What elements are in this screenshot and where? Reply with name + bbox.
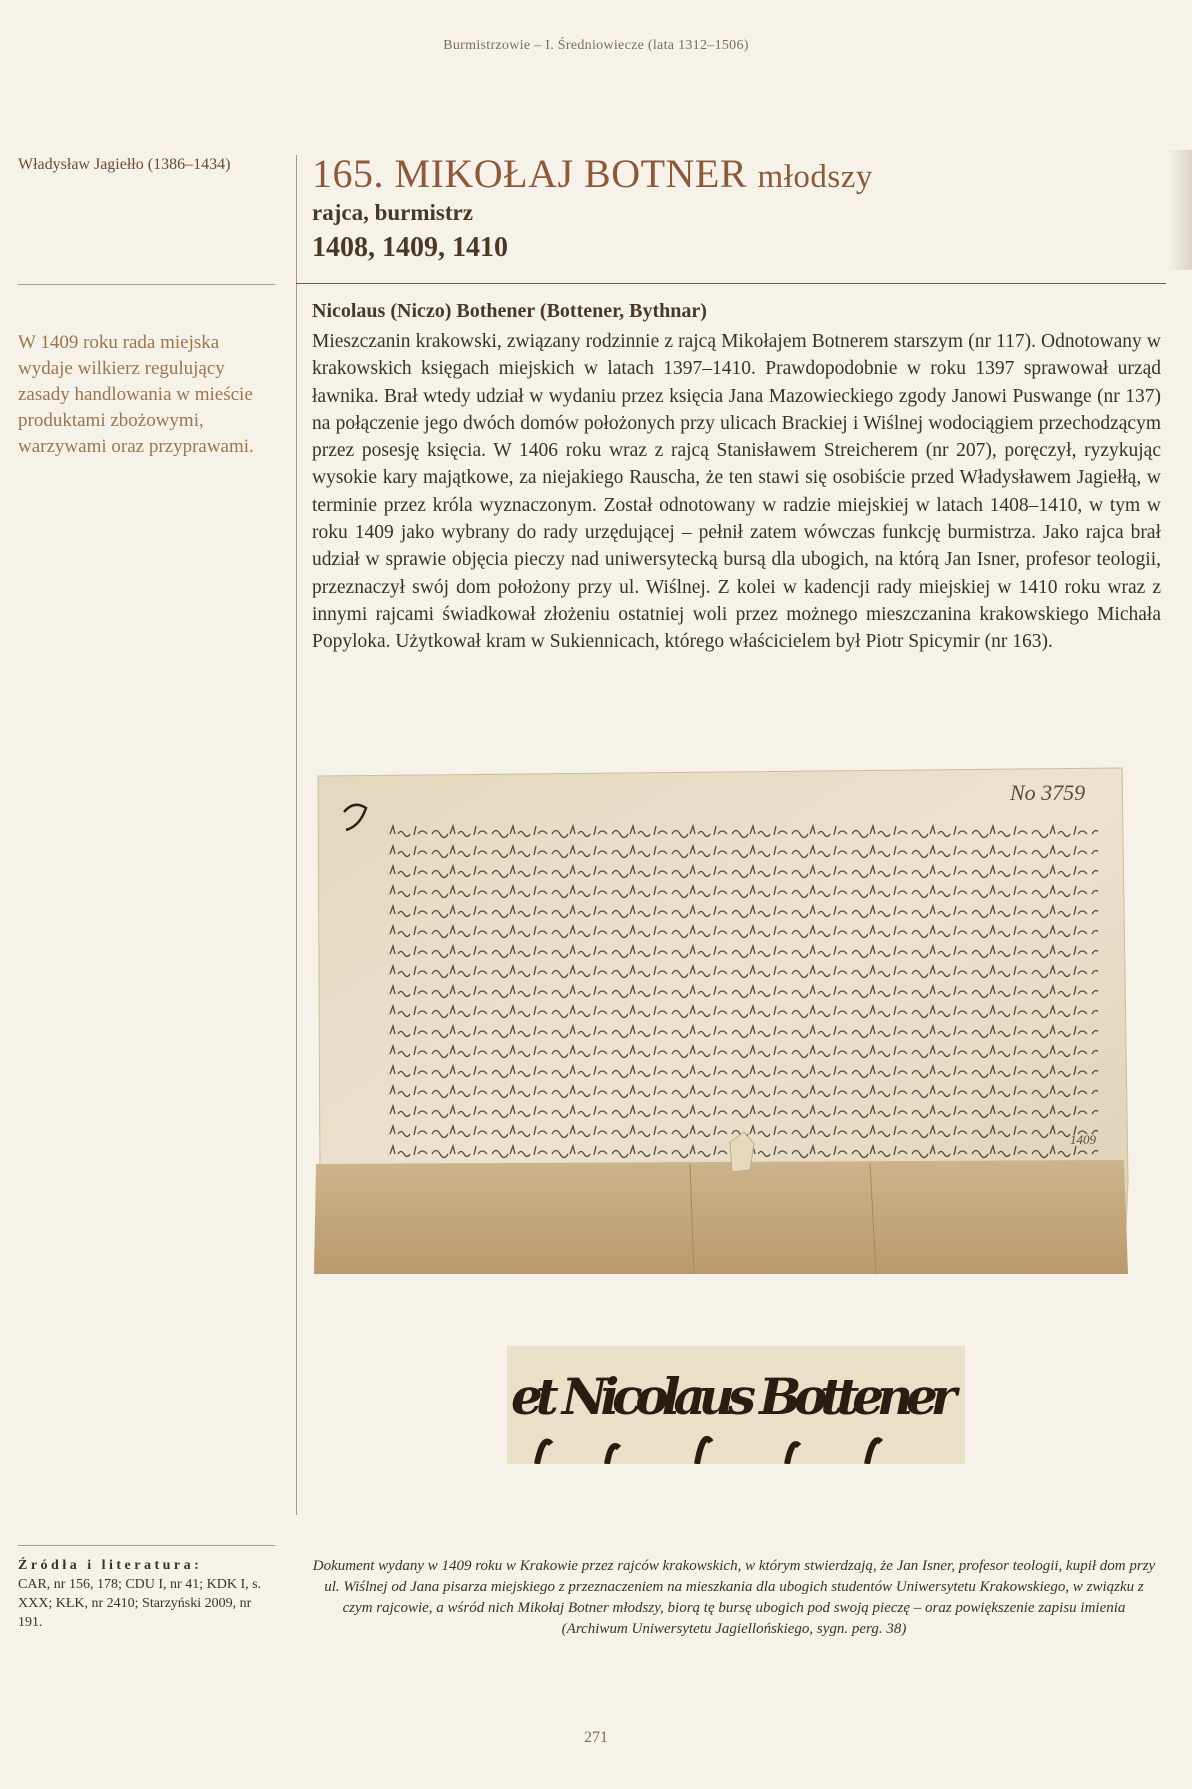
sidebar-note: W 1409 roku rada miejska wydaje wilkierz regulujący zasady handlowania w mieście produktami zbożowymi, warzywami oraz przyprawami.: [18, 332, 254, 457]
name-detail-text: et Nicolaus Bottener: [511, 1367, 958, 1426]
sources-text: CAR, nr 156, 178; CDU I, nr 41; KDK I, s. XXX; KŁK, nr 2410; Starzyński 2009, nr 191.: [18, 1577, 262, 1630]
sidebar-reign: Władysław Jagiełło (1386–1434): [18, 156, 231, 173]
column-divider: [296, 155, 297, 1515]
running-head: Burmistrzowie – I. Średniowiecze (lata 1312–1506): [443, 38, 749, 53]
page-number: 271: [584, 1729, 608, 1746]
header-divider: [296, 283, 1166, 284]
page-edge-shadow: [1168, 150, 1192, 270]
sources-block: [18, 1556, 273, 1632]
figure-caption: Dokument wydany w 1409 roku w Krakowie przez rajców krakowskich, w którym stwierdzają, że Jan Isner, profesor teologii, kupił dom przy ul. Wiślnej od Jana pisarza miejskiego z przeznaczeniem na mieszkania dla ubogich studentów Uniwersytetu Krakowskiego, w związku z czym rajcowie, a wśród nich Mikołaj Botner młodszy, biorą tę bursę ubogich pod swoją pieczę – oraz powiększenie zapisu imienia (Archiwum Uniwersytetu Jagiellońskiego, sygn. perg. 38): [312, 1558, 1156, 1637]
sources-divider: [18, 1545, 275, 1546]
sources-title: Źródła i literatura:: [18, 1558, 203, 1573]
entry-title-suffix: młodszy: [757, 159, 873, 195]
biography-text: Mieszczanin krakowski, związany rodzinnie z rajcą Mikołajem Botnerem starszym (nr 117). Odnotowany w krakowskich księgach miejskich w latach 1397–1410. Prawdopodobnie w roku 1397 sprawował urząd ławnika. Brał wtedy udział w wydaniu przez księcia Jana Mazowieckiego zgody Janowi Puswange (nr 137) na połączenie jego dwóch domów położonych przy ulicach Brackiej i Wiślnej wodociągiem przechodzącym przez posesję księcia. W 1406 roku wraz z rajcą Stanisławem Streicherem (nr 207), poręczył, ryzykując wysokie kary majątkowe, za niejakiego Rauscha, że ten stawi się osobiście przed Władysławem Jagiełłą, w terminie przez króla wyznaczonym. Został odnotowany w radzie miejskiej w latach 1408–1410, w tym w roku 1409 jako wybrany do rady urzędującej – pełnił zatem wówczas funkcję burmistrza. Jako rajca brał udział w sprawie objęcia pieczy nad uniwersytecką bursą dla ubogich, na którą Jan Isner, profesor teologii, przeznaczył swój dom położony przy ul. Wiślnej. Z kolei w kadencji rady miejskiej w 1410 roku wraz z innymi rajcami świadkował złożeniu ostatniej woli przez możnego mieszczanina krakowskiego Michała Popyloka. Użytkował kram w Sukiennicach, którego właścicielem był Piotr Spicymir (nr 163).: [312, 331, 1161, 653]
sidebar-divider: [18, 284, 275, 285]
entry-years: 1408, 1409, 1410: [312, 232, 508, 263]
document-year-mark: 1409: [1070, 1132, 1096, 1147]
name-variants: Nicolaus (Niczo) Bothener (Bottener, Bythnar): [312, 300, 707, 322]
parchment-document-photo: [310, 762, 1132, 1274]
entry-title: [312, 150, 873, 197]
entry-role: rajca, burmistrz: [312, 200, 473, 225]
archive-number: No 3759: [1010, 780, 1086, 805]
name-detail-photo: [507, 1346, 965, 1464]
entry-title-main: 165. MIKOŁAJ BOTNER: [312, 151, 748, 196]
